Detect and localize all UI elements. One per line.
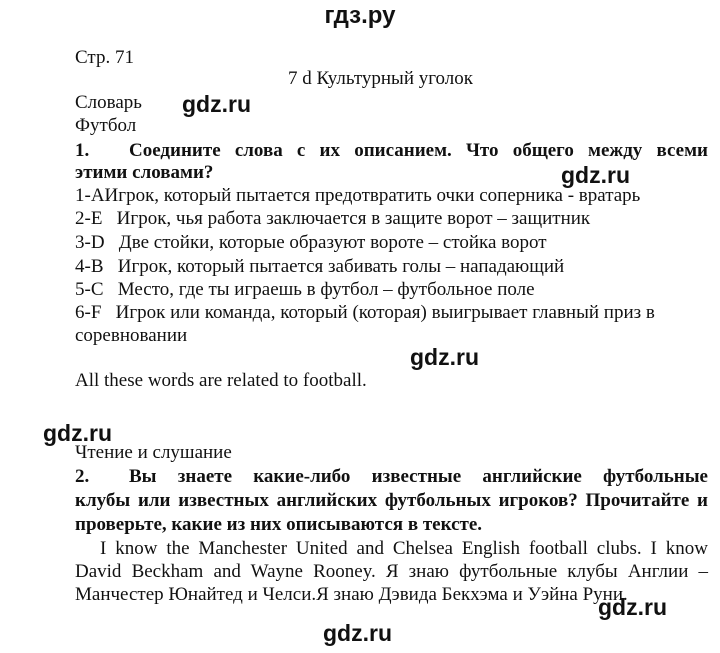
page-label: Стр. 71 — [75, 47, 134, 68]
task1-instruction: Соедините слова с их описанием. Что общего между всеми — [129, 140, 708, 161]
task2-answer-line: Манчестер Юнайтед и Челси.Я знаю Дэвида Бекхэма и Уэйна Руни. — [75, 584, 628, 605]
answer-item: 2-E Игрок, чья работа заключается в защите ворот – защитник — [75, 208, 591, 229]
task2-answer-line: I know the Manchester United and Chelsea English football clubs. I know — [100, 538, 708, 559]
vocab-topic: Футбол — [75, 115, 137, 136]
answer-item: 1-AИгрок, который пытается предотвратить очки соперника - вратарь — [75, 185, 641, 206]
watermark: gdz.ru — [598, 594, 667, 620]
task1-conclusion: All these words are related to football. — [75, 370, 367, 391]
task2-number: 2. — [75, 466, 90, 487]
answer-item: 3-D Две стойки, которые образуют вороте – стойка ворот — [75, 232, 547, 253]
watermark: gdz.ru — [410, 344, 479, 370]
answer-item: 4-B Игрок, который пытается забивать голы – нападающий — [75, 256, 565, 277]
reading-heading: Чтение и слушание — [75, 442, 232, 463]
unit-title: 7 d Культурный уголок — [288, 68, 474, 89]
task2-answer-line: David Beckham and Wayne Rooney. Я знаю футбольные клубы Англии – — [75, 561, 708, 582]
watermark: gdz.ru — [43, 420, 112, 446]
answer-item-continuation: соревновании — [75, 325, 188, 346]
watermark: gdz.ru — [561, 162, 630, 188]
answer-item: 5-C Место, где ты играешь в футбол – футбольное поле — [75, 279, 535, 300]
task1-number: 1. — [75, 140, 90, 161]
watermark: gdz.ru — [323, 620, 392, 646]
site-title: гдз.ру — [324, 2, 396, 29]
task2-instruction: Вы знаете какие-либо известные английские футбольные — [129, 466, 708, 487]
vocab-heading: Словарь — [75, 92, 142, 113]
watermark: gdz.ru — [182, 91, 251, 117]
task2-instruction-cont: клубы или известных английских футбольных игроков? Прочитайте и — [75, 490, 708, 511]
answer-item: 6-F Игрок или команда, который (которая) выигрывает главный приз в — [75, 302, 655, 323]
task2-instruction-end: проверьте, какие из них описываются в тексте. — [75, 514, 483, 535]
task1-instruction-cont: этими словами? — [75, 162, 214, 183]
